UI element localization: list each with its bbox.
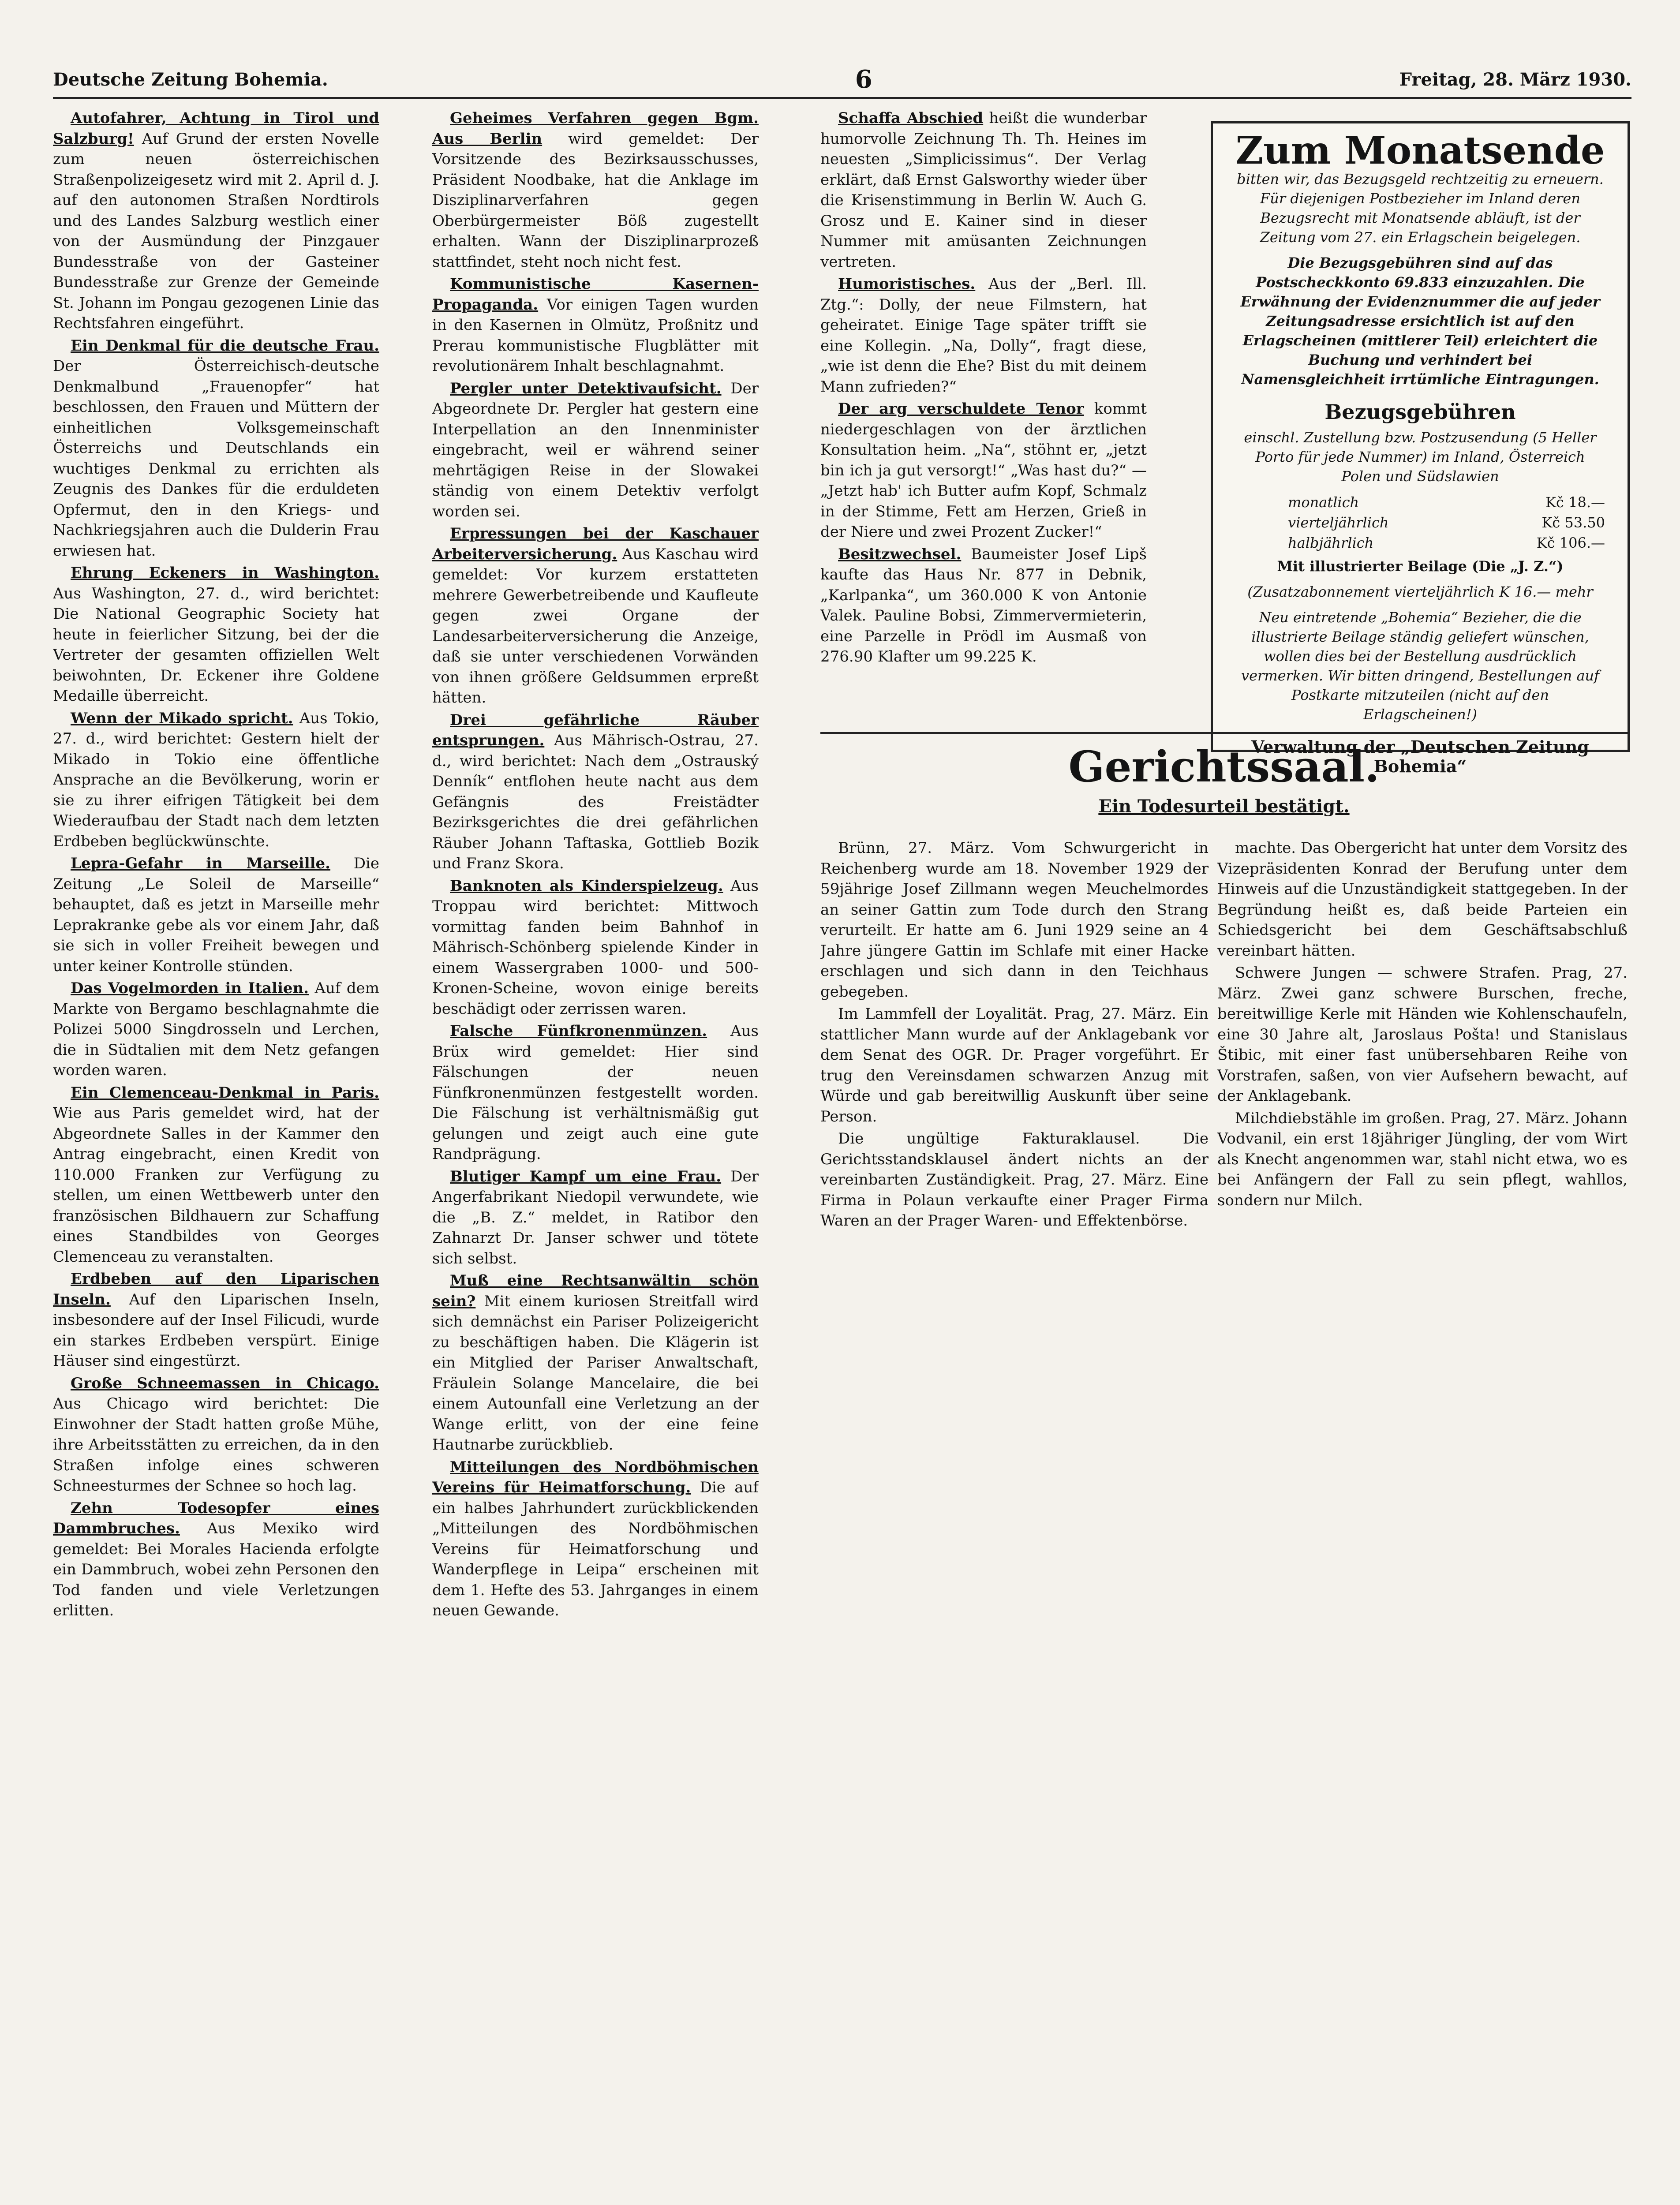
notice-payment-info: Die Bezugsgebühren sind auf das Postscheckkonto 69.833 einzuzahlen. Die Erwähnung der Evidenznummer die auf jeder Zeitungsadresse ersichtlich ist auf den Erlagscheinen (mittlerer Teil) erleichtert die Buchung und verhindert bei Namensgleichheit irrtümliche Eintragungen. bbox=[1240, 254, 1600, 388]
column-2 bbox=[432, 108, 759, 2205]
article-headline: Geheimes Verfahren gegen Bgm. Aus Berlin bbox=[432, 109, 759, 148]
article-paragraph bbox=[53, 853, 379, 976]
subscription-notice-box bbox=[1211, 121, 1630, 776]
article-paragraph bbox=[53, 978, 379, 1081]
article-paragraph bbox=[432, 108, 759, 272]
article-body: Der Angerfabrikant Niedopil verwundete, wie die „B. Z.“ meldet, in Ratibor den Zahnarzt Dr. Janser schwer und tötete sich selbst. bbox=[432, 1167, 759, 1267]
article-body: Prag, 27. März. Johann Vodvanil, ein erst 18jähriger Jüngling, der vom Wirt als Knecht angenommen war, stahl nicht etwa, wo es bei Anfängern der Fall zu sein pflegt, wahllos, sondern nur Milch. bbox=[1217, 1109, 1628, 1209]
court-column-left bbox=[820, 838, 1209, 2205]
article-headline: Kommunistische Kasernen-Propaganda. bbox=[432, 275, 759, 314]
article-paragraph bbox=[53, 1498, 379, 1621]
page-number: 6 bbox=[855, 65, 872, 94]
article-headline: Ehrung Eckeners in Washington. bbox=[71, 564, 379, 582]
article-body: Auf den Liparischen Inseln, insbesondere auf der Insel Filicudi, wurde ein starkes Erdbeben verspürt. Einige Häuser sind eingestürzt. bbox=[53, 1290, 379, 1370]
fee-row bbox=[1235, 533, 1605, 553]
article-paragraph bbox=[820, 274, 1147, 397]
article-headline: Banknoten als Kinderspielzeug. bbox=[450, 877, 723, 895]
article-paragraph bbox=[1217, 1108, 1628, 1211]
fee-period: vierteljährlich bbox=[1288, 514, 1389, 531]
article-paragraph bbox=[820, 838, 1209, 1002]
article-body: Baumeister Josef Lipš kaufte das Haus Nr. 877 in Debnik, „Karlpanka“, um 360.000 K von Antonie Valek. Pauline Bobsi, Zimmervermieterin, eine Parzelle in Prödl im Ausmaß von 276.90 Klafter um 99.225 K. bbox=[820, 545, 1147, 665]
article-paragraph bbox=[1217, 963, 1628, 1106]
article-paragraph bbox=[432, 1166, 759, 1269]
article-body: Aus Brüx wird gemeldet: Hier sind Fälschungen der neuen Fünfkronenmünzen festgestellt worden. Die Fälschung ist verhältnismäßig gut gelungen und zeigt auch eine gute Randprägung. bbox=[432, 1022, 759, 1163]
article-paragraph bbox=[820, 1004, 1209, 1127]
article-paragraph bbox=[53, 1083, 379, 1267]
article-paragraph bbox=[820, 1129, 1209, 1231]
court-section-title: Gerichtssaal. bbox=[820, 732, 1628, 792]
article-headline: Große Schneemassen in Chicago. bbox=[71, 1374, 379, 1392]
article-headline: Milchdiebstähle im großen. bbox=[1235, 1109, 1445, 1127]
article-paragraph bbox=[53, 336, 379, 561]
article-headline: Das Vogelmorden in Italien. bbox=[71, 979, 309, 997]
article-paragraph bbox=[432, 1271, 759, 1455]
fee-row bbox=[1235, 512, 1605, 533]
article-headline: Erdbeben auf den Liparischen Inseln. bbox=[53, 1270, 379, 1308]
article-paragraph bbox=[820, 399, 1147, 542]
fees-header: einschl. Zustellung bzw. Postzusendung (5 Heller Porto für jede Nummer) im Inland, Österreich Polen und Südslawien bbox=[1244, 429, 1597, 485]
article-headline: Drei gefährliche Räuber entsprungen. bbox=[432, 711, 759, 749]
article-body: Der Abgeordnete Dr. Pergler hat gestern eine Interpellation an den Innenminister eingebracht, weil er während seiner mehrtägigen Reise in der Slowakei ständig von einem Detektiv verfolgt worden sei. bbox=[432, 379, 759, 520]
article-body: Vor einigen Tagen wurden in den Kasernen in Olmütz, Proßnitz und Prerau kommunistische Flugblätter mit revolutionärem Inhalt beschlagnahmt. bbox=[432, 295, 759, 375]
article-paragraph bbox=[820, 544, 1147, 667]
article-headline: Die ungültige Fakturaklausel. bbox=[838, 1130, 1140, 1147]
notice-intro: bitten wir, das Bezugsgeld rechtzeitig zu erneuern. Für diejenigen Postbezieher im Inland deren Bezugsrecht mit Monatsende abläuft, ist der Zeitung vom 27. ein Erlagschein beigelegen. bbox=[1237, 171, 1604, 246]
article-headline: Erpressungen bei der Kaschauer Arbeiterversicherung. bbox=[432, 525, 759, 563]
article-body: Aus der „Berl. Ill. Ztg.“: Dolly, der neue Filmstern, hat geheiratet. Einige Tage später trifft sie eine Kollegin. „Na, Dolly“, fragt diese, „wie ist denn die Ehe? Bist du mit deinem Mann zufrieden?“ bbox=[820, 275, 1147, 396]
article-body: Aus Tokio, 27. d., wird berichtet: Gestern hielt der Mikado in Tokio eine öffentliche Ansprache an die Bevölkerung, worin er sie zu ihrer eifrigen Tätigkeit bei dem Wiederaufbau der Stadt nach dem letzten Erdbeben beglückwünschte. bbox=[53, 709, 379, 850]
article-headline: Besitzwechsel. bbox=[838, 545, 962, 563]
article-body: Aus Kaschau wird gemeldet: Vor kurzem erstatteten mehrere Gewerbetreibende und Kaufleute gegen zwei Organe der Landesarbeiterversicherung die Anzeige, daß sie unter verschiedenen Vorwänden von ihnen größere Geldsummen erpreßt hätten. bbox=[432, 545, 759, 706]
article-headline: Schwere Jungen — schwere Strafen. bbox=[1235, 964, 1540, 982]
court-section-subtitle: Ein Todesurteil bestätigt. bbox=[1098, 796, 1350, 817]
article-headline: Schaffa Abschied bbox=[838, 109, 984, 127]
article-headline: Zehn Todesopfer eines Dammbruches. bbox=[53, 1499, 379, 1537]
article-paragraph bbox=[53, 108, 379, 334]
article-body: Vom Schwurgericht in Reichenberg wurde am 18. November 1929 der 59jährige Josef Zillmann wegen Meuchelmordes an seiner Gattin zum Tode durch den Strang verurteilt. Er hatte am 6. Juni 1929 seine an 4 Jahre jüngere Gattin im Schlafe mit einer Hacke erschlagen und sich dann in den Teichhaus gebegeben. bbox=[820, 839, 1209, 1001]
article-paragraph bbox=[53, 708, 379, 852]
article-body: Aus Washington, 27. d., wird berichtet: Die National Geographic Society hat heute in feierlicher Sitzung, bei der die Vertreter der gesamten offiziellen Welt beiwohnten, Dr. Eckener ihre Goldene Medaille überreicht. bbox=[53, 584, 379, 705]
article-headline: Mitteilungen des Nordböhmischen Vereins für Heimatforschung. bbox=[432, 1458, 759, 1496]
article-headline: Muß eine Rechtsanwältin schön sein? bbox=[432, 1272, 759, 1310]
article-paragraph bbox=[1217, 838, 1628, 961]
article-body: Auf Grund der ersten Novelle zum neuen österreichischen Straßenpolizeigesetz wird mit 2. April d. J. auf den autonomen Straßen Nordtirols und des Landes Salzburg westlich einer von der Ausmündung der Pinzgauer Bundesstraße von der Gasteiner Bundesstraße zur Grenze der Gemeinde St. Johann im Pongau gezogenen Linie das Rechtsfahren eingeführt. bbox=[53, 130, 379, 332]
article-body: Mit einem kuriosen Streitfall wird sich demnächst ein Pariser Polizeigericht zu beschäftigen haben. Die Klägerin ist ein Mitglied der Pariser Anwaltschaft, Fräulein Solange Mancelaire, die bei einem Autounfall eine Verletzung an der Wange erlitt, von der eine feine Hautnarbe zurückblieb. bbox=[432, 1292, 759, 1454]
article-body: Auf dem Markte von Bergamo beschlagnahmte die Polizei 5000 Singdrosseln und Lerchen, die in Südtalien mit dem Netz gefangen worden waren. bbox=[53, 979, 379, 1079]
article-paragraph bbox=[432, 1021, 759, 1165]
article-headline: Blutiger Kampf um eine Frau. bbox=[450, 1167, 722, 1185]
court-column-right bbox=[1217, 838, 1628, 2205]
article-body: Aus Mexiko wird gemeldet: Bei Morales Hacienda erfolgte ein Dammbruch, wobei zehn Personen den Tod fanden und viele Verletzungen erlitten. bbox=[53, 1520, 379, 1619]
article-body: Aus Mährisch-Ostrau, 27. d., wird berichtet: Nach dem „Ostrauský Denník“ entflohen heute nacht aus dem Gefängnis des Freistädter Bezirksgerichtes die drei gefährlichen Räuber Johann Taftaska, Gottlieb Bozik und Franz Skora. bbox=[432, 732, 759, 872]
article-body: Prag, 27. März. Ein stattlicher Mann wurde auf der Anklagebank vor dem Senat des OGR. Dr. Prager vorgeführt. Er trug den Vereinsdamen schwarzen Anzug mit Würde und gab bereitwillig Auskunft über seine Person. bbox=[820, 1005, 1209, 1125]
notice-signature: Verwaltung der „Deutschen Zeitung Bohemia“ bbox=[1251, 737, 1589, 776]
article-body: Die Zeitung „Le Soleil de Marseille“ behauptet, daß es jetzt in Marseille mehr Leprakranke gebe als vor einem Jahr, daß sie sich in voller Freiheit bewegen und unter keiner Kontrolle stünden. bbox=[53, 855, 379, 975]
article-headline: Ein Denkmal für die deutsche Frau. bbox=[71, 336, 379, 355]
article-paragraph bbox=[432, 1457, 759, 1621]
article-paragraph bbox=[432, 523, 759, 708]
column-3-top bbox=[820, 108, 1147, 699]
fee-period: halbjährlich bbox=[1288, 534, 1374, 551]
article-headline: Ein Clemenceau-Denkmal in Paris. bbox=[71, 1084, 379, 1102]
article-headline: Pergler unter Detektivaufsicht. bbox=[450, 379, 722, 397]
court-section-header bbox=[820, 732, 1628, 822]
paper-name: Deutsche Zeitung Bohemia. bbox=[53, 69, 328, 90]
fee-period: monatlich bbox=[1288, 494, 1359, 511]
article-paragraph bbox=[820, 108, 1147, 272]
article-body: Die auf ein halbes Jahrhundert zurückblickenden „Mitteilungen des Nordböhmischen Vereins für Heimatforschung und Wanderpflege in Leipa“ erscheinen mit dem 1. Hefte des 53. Jahrganges in einem neuen Gewande. bbox=[432, 1479, 759, 1619]
article-paragraph bbox=[432, 876, 759, 1020]
article-body: kommt niedergeschlagen von der ärztlichen Konsultation heim. „Na“, stöhnt er, „jetzt bin ich ja gut versorgt!“ „Was hast du?“ — „Jetzt hab' ich Butter aufm Kopf, Schmalz in der Stimme, Fett am Herzen, Grieß in der Niere und zwei Prozent Zucker!“ bbox=[820, 400, 1147, 541]
supplement-offer: Mit illustrierter Beilage (Die „J. Z.“) bbox=[1277, 558, 1564, 575]
article-paragraph bbox=[53, 563, 379, 706]
article-paragraph bbox=[432, 274, 759, 377]
issue-date: Freitag, 28. März 1930. bbox=[1399, 69, 1631, 90]
article-paragraph bbox=[53, 1269, 379, 1372]
article-body: Aus Chicago wird berichtet: Die Einwohner der Stadt hatten große Mühe, ihre Arbeitsstätten zu erreichen, da in den Straßen infolge eines schweren Schneesturmes der Schnee so hoch lag. bbox=[53, 1395, 379, 1495]
article-headline: Wenn der Mikado spricht. bbox=[71, 709, 293, 727]
article-paragraph bbox=[432, 378, 759, 522]
new-subscriber-note: Neu eintretende „Bohemia“ Bezieher, die die illustrierte Beilage ständig geliefert wünschen, wollen dies bei der Bestellung ausdrücklich vermerken. Wir bitten dringend, Bestellungen auf Postkarte mitzuteilen (nicht auf den Erlagscheinen!) bbox=[1241, 609, 1599, 723]
article-body: wird gemeldet: Der Vorsitzende des Bezirksausschusses, Präsident Noodbake, hat die Anklage im Disziplinarverfahren gegen Oberbürgermeister Böß zugestellt erhalten. Wann der Disziplinarprozeß stattfindet, steht noch nicht fest. bbox=[432, 130, 759, 271]
fee-price: Kč 18.— bbox=[1545, 494, 1605, 511]
article-headline: Im Lammfell der Loyalität. bbox=[838, 1005, 1048, 1023]
article-headline: Der arg verschuldete Tenor bbox=[838, 400, 1084, 418]
article-paragraph bbox=[432, 710, 759, 874]
article-headline: Humoristisches. bbox=[838, 275, 976, 293]
supplement-price: (Zusatzabonnement vierteljährlich K 16.— mehr bbox=[1247, 583, 1593, 600]
fees-table bbox=[1235, 492, 1605, 553]
article-body: machte. Das Obergericht hat unter dem Vorsitz des Vizepräsidenten Konrad der Berufung unter dem Hinweis auf die Unzuständigkeit stattgegeben. In der Begründung heißt es, daß beide Parteien ein Schiedsgericht bei dem Geschäftsabschluß vereinbart hätten. bbox=[1217, 839, 1628, 960]
running-head bbox=[53, 62, 1631, 99]
fee-price: Kč 106.— bbox=[1536, 534, 1605, 551]
article-body: Wie aus Paris gemeldet wird, hat der Abgeordnete Salles in der Kammer den Antrag eingebracht, einen Kredit von 110.000 Franken zur Verfügung zu stellen, um einen Wettbewerb unter den französischen Bildhauern zur Schaffung eines Standbildes von Georges Clemenceau zu veranstalten. bbox=[53, 1104, 379, 1266]
article-body: Die Gerichtsstandsklausel ändert nichts an der vereinbarten Zuständigkeit. Prag, 27. März. Eine Firma in Polaun verkaufte einer Prager Firma Waren an der Prager Waren- und Effektenbörse. bbox=[820, 1130, 1209, 1230]
article-body: Aus Troppau wird berichtet: Mittwoch vormittag fanden beim Bahnhof in Mährisch-Schönberg spielende Kinder in einem Wassergraben 1000- und 500-Kronen-Scheine, wovon einige bereits beschädigt oder zerrissen waren. bbox=[432, 877, 759, 1018]
article-paragraph bbox=[53, 1373, 379, 1496]
article-headline: Autofahrer, Achtung in Tirol und Salzburg! bbox=[53, 109, 379, 148]
fee-row bbox=[1235, 492, 1605, 512]
article-body: heißt die wunderbar humorvolle Zeichnung Th. Th. Heines im neuesten „Simplicissimus“. Der Verlag erklärt, daß Ernst Galsworthy wieder über die Krisenstimmung in Berlin W. Auch G. Grosz und E. Kainer sind in dieser Nummer mit amüsanten Zeichnungen vertreten. bbox=[820, 109, 1147, 271]
article-headline: Lepra-Gefahr in Marseille. bbox=[71, 855, 331, 872]
article-body: Der Österreichisch-deutsche Denkmalbund „Frauenopfer“ hat beschlossen, den Frauen und Müttern der einheitlichen Volksgemeinschaft Österreichs und Deutschlands ein wuchtiges Denkmal zu errichten als Zeugnis des Dankes für die erduldeten Opfermut, den in den Kriegs- und Nachkriegsjahren auch die Dulderin Frau erwiesen hat. bbox=[53, 357, 379, 560]
article-body: Prag, 27. März. Zwei ganz schwere Burschen, freche, bereitwillige Kerle mit Händen wie Kohlenschaufeln, eine 30 Jahre alt, Jaroslaus Pošta! und Stanislaus Štibic, mit einer fast unübersehbaren Reihe von Vorstrafen, saßen, von vier Aufsehern bewacht, auf der Anklagebank. bbox=[1217, 964, 1628, 1105]
column-1 bbox=[53, 108, 379, 2205]
article-headline: Falsche Fünfkronenmünzen. bbox=[450, 1022, 707, 1040]
fee-price: Kč 53.50 bbox=[1542, 514, 1605, 531]
article-headline: Brünn, 27. März. bbox=[838, 839, 995, 857]
fees-title: Bezugsgebühren bbox=[1325, 400, 1516, 424]
notice-title: Zum Monatsende bbox=[1235, 128, 1605, 173]
